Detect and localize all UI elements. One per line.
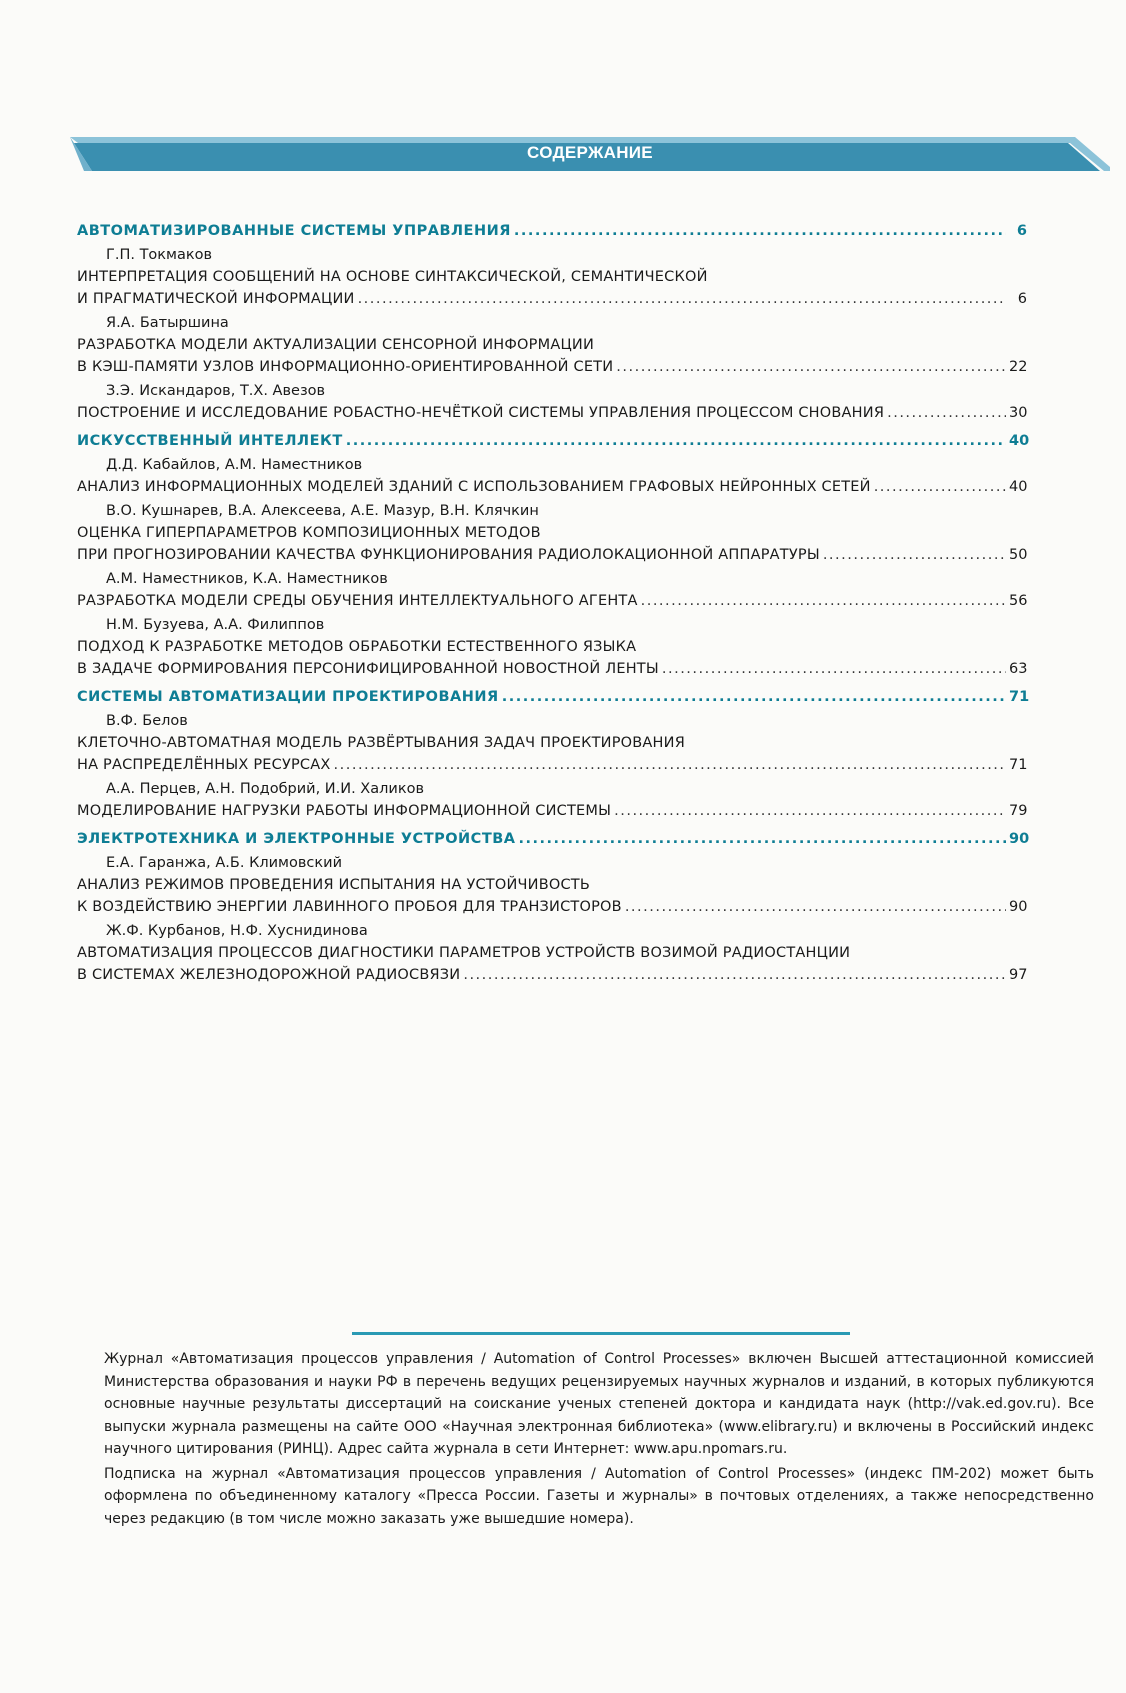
dot-leader	[502, 686, 1006, 708]
dot-leader	[614, 800, 1006, 822]
journal-notes	[104, 1348, 1094, 1532]
toc-section-heading-text: АВТОМАТИЗИРОВАННЫЕ СИСТЕМЫ УПРАВЛЕНИЯ	[77, 223, 511, 239]
dot-leader	[625, 896, 1006, 918]
article-authors: В.О. Кушнарев, В.А. Алексеева, А.Е. Мазур, В.Н. Клячкин	[106, 503, 539, 519]
page-number: 6	[1016, 223, 1027, 239]
toc-section-heading	[77, 430, 1030, 452]
article-authors: А.М. Наместников, К.А. Наместников	[106, 571, 388, 587]
dot-leader	[334, 754, 1006, 776]
contents-title: СОДЕРЖАНИЕ	[527, 143, 653, 162]
table-of-contents	[77, 214, 1030, 986]
toc-section-heading-text: ИСКУССТВЕННЫЙ ИНТЕЛЛЕКТ	[77, 433, 343, 449]
article-authors: Н.М. Бузуева, А.А. Филиппов	[106, 617, 325, 633]
article-authors: Ж.Ф. Курбанов, Н.Ф. Хуснидинова	[106, 923, 368, 939]
toc-section-heading-text: ЭЛЕКТРОТЕХНИКА И ЭЛЕКТРОННЫЕ УСТРОЙСТВА	[77, 831, 516, 847]
page-number: 56	[1009, 593, 1028, 609]
page-number: 90	[1009, 831, 1030, 847]
page-number: 6	[1017, 291, 1027, 307]
toc-article-entry-text: РАЗРАБОТКА МОДЕЛИ СРЕДЫ ОБУЧЕНИЯ ИНТЕЛЛЕКТУАЛЬНОГО АГЕНТА	[77, 593, 638, 609]
page-number: 30	[1009, 405, 1028, 421]
page-number: 40	[1009, 479, 1028, 495]
toc-article-entry-text: В ЗАДАЧЕ ФОРМИРОВАНИЯ ПЕРСОНИФИЦИРОВАННОЙ НОВОСТНОЙ ЛЕНТЫ	[77, 661, 659, 677]
page-number: 71	[1009, 689, 1030, 705]
dot-leader	[346, 430, 1006, 452]
page-number: 63	[1009, 661, 1028, 677]
page-number: 79	[1009, 803, 1028, 819]
toc-article-entry	[77, 800, 1027, 822]
article-title-line: ИНТЕРПРЕТАЦИЯ СООБЩЕНИЙ НА ОСНОВЕ СИНТАКСИЧЕСКОЙ, СЕМАНТИЧЕСКОЙ	[77, 269, 708, 285]
article-authors: В.Ф. Белов	[106, 713, 188, 729]
article-authors: Е.А. Гаранжа, А.Б. Климовский	[106, 855, 342, 871]
toc-article-entry	[77, 356, 1027, 378]
toc-article-entry	[77, 402, 1027, 424]
toc-article-entry-text: В КЭШ-ПАМЯТИ УЗЛОВ ИНФОРМАЦИОННО-ОРИЕНТИРОВАННОЙ СЕТИ	[77, 359, 614, 375]
toc-article-entry	[77, 476, 1027, 498]
toc-article-entry-text: В СИСТЕМАХ ЖЕЛЕЗНОДОРОЖНОЙ РАДИОСВЯЗИ	[77, 967, 461, 983]
divider-rule	[352, 1332, 850, 1335]
dot-leader	[641, 590, 1006, 612]
toc-article-entry	[77, 964, 1027, 986]
toc-article-entry-text: НА РАСПРЕДЕЛЁННЫХ РЕСУРСАХ	[77, 757, 331, 773]
article-authors: Д.Д. Кабайлов, А.М. Наместников	[106, 457, 363, 473]
page-number: 90	[1009, 899, 1028, 915]
page-number: 40	[1009, 433, 1030, 449]
article-authors: Г.П. Токмаков	[106, 247, 213, 263]
dot-leader	[518, 828, 1006, 850]
toc-article-entry-text: К ВОЗДЕЙСТВИЮ ЭНЕРГИИ ЛАВИННОГО ПРОБОЯ ДЛЯ ТРАНЗИСТОРОВ	[77, 899, 622, 915]
article-title-line: ОЦЕНКА ГИПЕРПАРАМЕТРОВ КОМПОЗИЦИОННЫХ МЕТОДОВ	[77, 525, 541, 541]
toc-article-entry	[77, 544, 1027, 566]
dot-leader	[463, 964, 1006, 986]
toc-article-entry-text: АНАЛИЗ ИНФОРМАЦИОННЫХ МОДЕЛЕЙ ЗДАНИЙ С ИСПОЛЬЗОВАНИЕМ ГРАФОВЫХ НЕЙРОННЫХ СЕТЕЙ	[77, 479, 871, 495]
toc-article-entry-text: ПОСТРОЕНИЕ И ИССЛЕДОВАНИЕ РОБАСТНО-НЕЧЁТКОЙ СИСТЕМЫ УПРАВЛЕНИЯ ПРОЦЕССОМ СНОВАНИЯ	[77, 405, 885, 421]
page-number: 97	[1009, 967, 1028, 983]
toc-section-heading	[77, 220, 1027, 242]
toc-article-entry-text: ПРИ ПРОГНОЗИРОВАНИИ КАЧЕСТВА ФУНКЦИОНИРОВАНИЯ РАДИОЛОКАЦИОННОЙ АППАРАТУРЫ	[77, 547, 820, 563]
page-number: 71	[1009, 757, 1028, 773]
toc-article-entry	[77, 754, 1027, 776]
dot-leader	[358, 288, 1006, 310]
contents-header-band	[70, 137, 1110, 169]
dot-leader	[887, 402, 1006, 424]
dot-leader	[874, 476, 1006, 498]
page-number: 50	[1009, 547, 1028, 563]
toc-article-entry	[77, 658, 1027, 680]
toc-section-heading	[77, 828, 1030, 850]
toc-article-entry	[77, 896, 1027, 918]
article-title-line: РАЗРАБОТКА МОДЕЛИ АКТУАЛИЗАЦИИ СЕНСОРНОЙ ИНФОРМАЦИИ	[77, 337, 594, 353]
page-number: 22	[1009, 359, 1028, 375]
article-title-line: АНАЛИЗ РЕЖИМОВ ПРОВЕДЕНИЯ ИСПЫТАНИЯ НА УСТОЙЧИВОСТЬ	[77, 877, 591, 893]
article-authors: З.Э. Искандаров, Т.Х. Авезов	[106, 383, 326, 399]
toc-article-entry	[77, 590, 1027, 612]
toc-article-entry-text: И ПРАГМАТИЧЕСКОЙ ИНФОРМАЦИИ	[77, 291, 355, 307]
notes-paragraph-indexing: Журнал «Автоматизация процессов управления / Automation of Control Processes» включен Высшей аттестационной комиссией Министерства образования и науки РФ в перечень ведущих рецензируемых научных журналов и изданий, в которых публикуются основные научные результаты диссертаций на соискание ученых степеней доктора и кандидата наук (http://vak.ed.gov.ru). Все выпуски журнала размещены на сайте ООО «Научная электронная библиотека» (www.elibrary.ru) и включены в Российский индекс научного цитирования (РИНЦ). Адрес сайта журнала в сети Интернет: www.apu.npomars.ru.	[104, 1351, 1094, 1457]
article-authors: Я.А. Батыршина	[106, 315, 229, 331]
article-title-line: АВТОМАТИЗАЦИЯ ПРОЦЕССОВ ДИАГНОСТИКИ ПАРАМЕТРОВ УСТРОЙСТВ ВОЗИМОЙ РАДИОСТАНЦИИ	[77, 945, 851, 961]
toc-section-heading-text: СИСТЕМЫ АВТОМАТИЗАЦИИ ПРОЕКТИРОВАНИЯ	[77, 689, 499, 705]
notes-paragraph-subscription: Подписка на журнал «Автоматизация процессов управления / Automation of Control Processes» (индекс ПМ-202) может быть оформлена по объединенному каталогу «Пресса России. Газеты и журналы» в почтовых отделениях, а также непосредственно через редакцию (в том числе можно заказать уже вышедшие номера).	[104, 1465, 1094, 1527]
dot-leader	[514, 220, 1006, 242]
toc-section-heading	[77, 686, 1030, 708]
article-title-line: ПОДХОД К РАЗРАБОТКЕ МЕТОДОВ ОБРАБОТКИ ЕСТЕСТВЕННОГО ЯЗЫКА	[77, 639, 637, 655]
dot-leader	[662, 658, 1006, 680]
article-authors: А.А. Перцев, А.Н. Подобрий, И.И. Халиков	[106, 781, 424, 797]
dot-leader	[823, 544, 1006, 566]
toc-article-entry-text: МОДЕЛИРОВАНИЕ НАГРУЗКИ РАБОТЫ ИНФОРМАЦИОННОЙ СИСТЕМЫ	[77, 803, 612, 819]
dot-leader	[616, 356, 1006, 378]
toc-article-entry	[77, 288, 1027, 310]
article-title-line: КЛЕТОЧНО-АВТОМАТНАЯ МОДЕЛЬ РАЗВЁРТЫВАНИЯ ЗАДАЧ ПРОЕКТИРОВАНИЯ	[77, 735, 685, 751]
